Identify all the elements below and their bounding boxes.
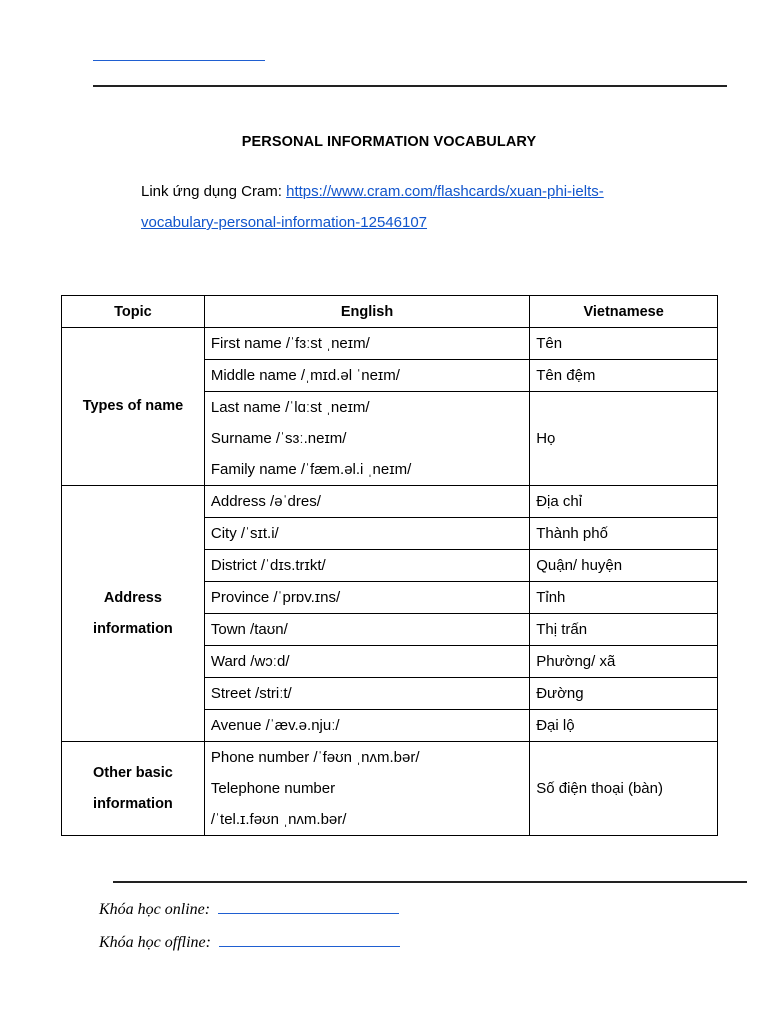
- table-row: [62, 486, 718, 518]
- table-row: [62, 328, 718, 360]
- vietnamese-term: Phường/ xã: [536, 653, 616, 670]
- english-term: Address /əˈdres/: [210, 493, 321, 510]
- vietnamese-term: Thành phố: [536, 525, 608, 542]
- english-term: Telephone number: [210, 780, 336, 797]
- topic-cell: [62, 486, 205, 742]
- topic-label: information: [93, 795, 173, 812]
- english-cell: [204, 360, 529, 392]
- english-term: District /ˈdɪs.trɪkt/: [210, 557, 326, 574]
- vietnamese-cell: [530, 614, 718, 646]
- vietnamese-term: Đại lộ: [536, 717, 575, 734]
- vietnamese-cell: [530, 550, 718, 582]
- page-title: PERSONAL INFORMATION VOCABULARY: [241, 134, 537, 150]
- english-term: Family name /ˈfæm.əl.i ˌneɪm/: [210, 461, 412, 478]
- english-cell: [204, 392, 529, 486]
- link-prefix: Link ứng dụng Cram:: [141, 183, 287, 200]
- english-term: Avenue /ˈæv.ə.njuː/: [210, 717, 340, 734]
- english-cell: [204, 646, 529, 678]
- english-term: /ˈtel.ɪ.fəʊn ˌnʌm.bər/: [210, 811, 347, 828]
- vietnamese-cell: [530, 678, 718, 710]
- header-link-underline[interactable]: [93, 60, 265, 61]
- english-term: First name /ˈfɜːst ˌneɪm/: [210, 335, 370, 352]
- footer-rule: [113, 881, 747, 883]
- topic-cell: [62, 328, 205, 486]
- vietnamese-term: Thị trấn: [536, 621, 588, 638]
- vietnamese-term: Đường: [536, 685, 584, 702]
- table-row: [62, 742, 718, 836]
- english-term: Province /ˈprɒv.ɪns/: [210, 589, 341, 606]
- english-cell: [204, 710, 529, 742]
- vietnamese-term: Số điện thoại (bàn): [536, 780, 663, 797]
- cram-link-paragraph: [141, 176, 701, 238]
- column-header-english: English: [204, 296, 529, 328]
- vietnamese-term: Quận/ huyện: [536, 557, 623, 574]
- online-course-label: Khóa học online:: [99, 901, 211, 918]
- vietnamese-cell: [530, 392, 718, 486]
- english-term: Phone number /ˈfəʊn ˌnʌm.bər/: [210, 749, 420, 766]
- footer-online-row: [99, 897, 399, 919]
- english-term: Surname /ˈsɜː.neɪm/: [210, 430, 347, 447]
- online-course-link[interactable]: [218, 897, 399, 914]
- vocabulary-table: [61, 295, 718, 836]
- table-header-row: [62, 296, 718, 328]
- vietnamese-cell: [530, 646, 718, 678]
- offline-course-label: Khóa học offline:: [99, 934, 211, 951]
- vietnamese-cell: [530, 742, 718, 836]
- vietnamese-cell: [530, 486, 718, 518]
- cram-link-part-2[interactable]: vocabulary-personal-information-12546107: [141, 214, 428, 231]
- vietnamese-term: Tỉnh: [536, 589, 566, 606]
- vietnamese-cell: [530, 710, 718, 742]
- english-cell: [204, 486, 529, 518]
- english-cell: [204, 518, 529, 550]
- vietnamese-cell: [530, 328, 718, 360]
- english-cell: [204, 582, 529, 614]
- english-term: Ward /wɔːd/: [210, 653, 290, 670]
- topic-label: Other basic: [93, 764, 173, 781]
- topic-label: Types of name: [82, 398, 184, 414]
- english-term: Last name /ˈlɑːst ˌneɪm/: [210, 399, 370, 416]
- english-term: Middle name /ˌmɪd.əl ˈneɪm/: [210, 367, 400, 384]
- vietnamese-term: Địa chỉ: [536, 493, 583, 510]
- vietnamese-cell: [530, 360, 718, 392]
- topic-label: information: [93, 620, 173, 637]
- english-term: Town /taʊn/: [210, 621, 288, 638]
- vietnamese-term: Tên: [536, 335, 563, 352]
- topic-cell: [62, 742, 205, 836]
- english-cell: [204, 328, 529, 360]
- cram-link-part-1[interactable]: https://www.cram.com/flashcards/xuan-phi-ielts-: [286, 183, 604, 200]
- footer-offline-row: [99, 930, 400, 952]
- column-header-vietnamese: Vietnamese: [530, 296, 718, 328]
- offline-course-link[interactable]: [219, 930, 400, 947]
- header-rule: [93, 85, 727, 87]
- column-header-topic: Topic: [62, 296, 205, 328]
- english-term: Street /striːt/: [210, 685, 292, 702]
- vietnamese-term: Họ: [536, 430, 556, 447]
- english-cell: [204, 550, 529, 582]
- vietnamese-cell: [530, 518, 718, 550]
- english-cell: [204, 742, 529, 836]
- english-term: City /ˈsɪt.i/: [210, 525, 279, 542]
- english-cell: [204, 614, 529, 646]
- topic-label: Address: [103, 589, 162, 606]
- english-cell: [204, 678, 529, 710]
- vietnamese-cell: [530, 582, 718, 614]
- vietnamese-term: Tên đệm: [536, 367, 596, 384]
